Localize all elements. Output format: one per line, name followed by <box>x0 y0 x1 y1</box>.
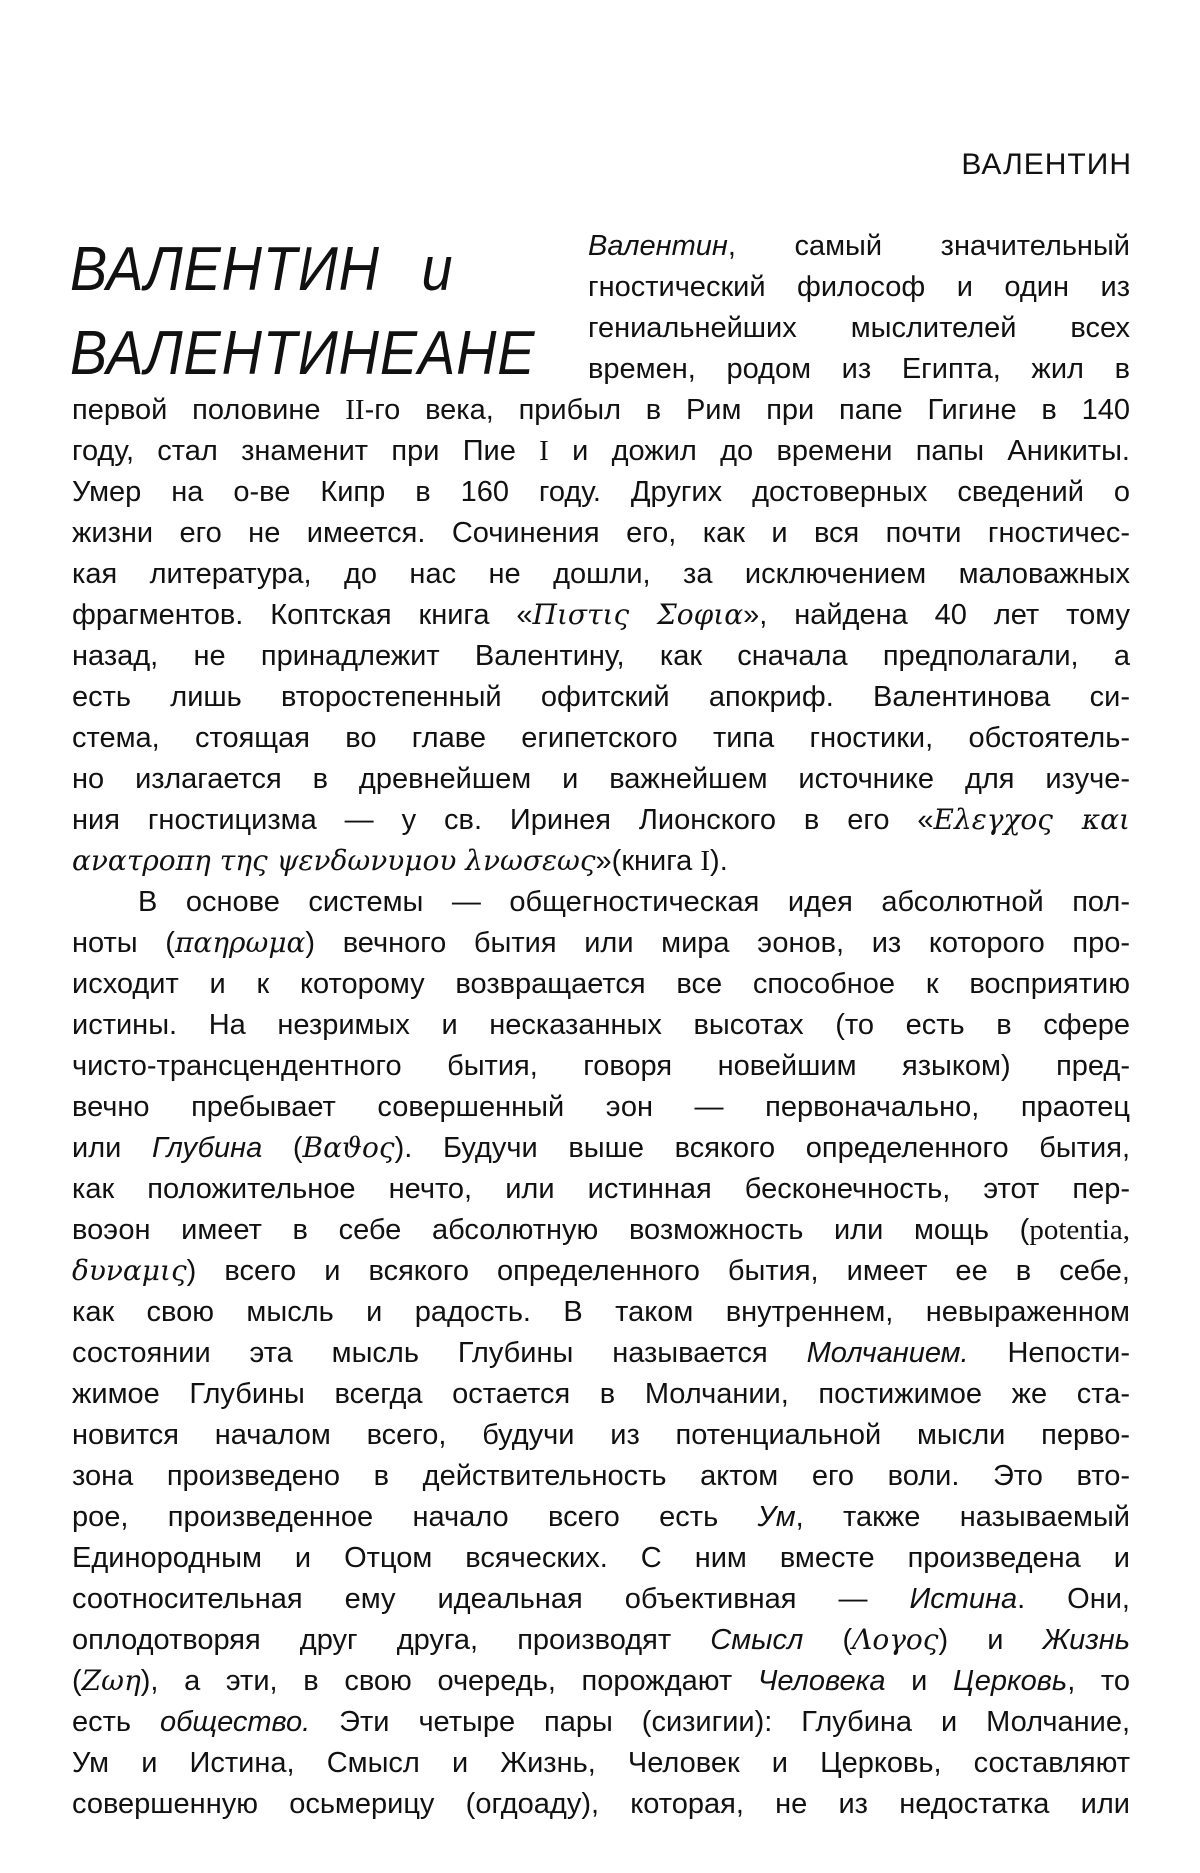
italic-term: Жизнь <box>1042 1624 1130 1656</box>
roman-numeral: I <box>700 845 711 877</box>
text-span: Непости- <box>968 1337 1130 1369</box>
text-span: ноты ( <box>72 927 175 959</box>
greek-term: παηρωμα <box>174 926 306 959</box>
text-span: , то <box>1067 1665 1130 1697</box>
text-line: гностический философ и один из <box>588 271 1130 303</box>
text-line: зона произведено в действительность актом его воли. Это вто- <box>72 1460 1130 1492</box>
roman-numeral: I <box>539 435 549 467</box>
text-span: », найдена 40 лет тому <box>743 599 1130 631</box>
latin-term: potentia, <box>1029 1214 1130 1246</box>
italic-term: Молчанием. <box>806 1337 969 1369</box>
text-span: . Они, <box>1017 1583 1130 1615</box>
text-line <box>72 595 1130 635</box>
text-line: стема, стоящая во главе египетского типа гностики, обстоятель- <box>72 722 1130 754</box>
text-line: Ум и Истина, Смысл и Жизнь, Человек и Церковь, составляют <box>72 1747 1130 1779</box>
article-title <box>70 228 535 396</box>
text-span: соотносительная ему идеальная объективная — <box>72 1583 910 1615</box>
text-span: есть <box>72 1706 160 1738</box>
text-span: или <box>72 1132 152 1164</box>
greek-term: Λογος <box>852 1623 939 1656</box>
text-line <box>72 1210 1130 1250</box>
text-line: как положительное нечто, или истинная бесконечность, этот пер- <box>72 1173 1130 1205</box>
roman-numeral: II <box>345 394 365 426</box>
text-span: -го века, прибыл в Рим при папе Гигине в 140 <box>364 394 1130 426</box>
text-line <box>588 226 1130 266</box>
text-line: В основе системы — общегностическая идея абсолютной пол- <box>138 886 1130 918</box>
text-line <box>72 841 1130 881</box>
text-line <box>72 1579 1130 1619</box>
text-span: ( <box>262 1132 303 1164</box>
title-line-2: ВАЛЕНТИНЕАНЕ <box>70 319 536 388</box>
text-line: жимое Глубины всегда остается в Молчании, постижимое же ста- <box>72 1378 1130 1410</box>
text-line <box>72 1620 1130 1660</box>
text-span: воэон имеет в себе абсолютную возможность или мощь ( <box>72 1214 1030 1246</box>
text-line: Умер на о-ве Кипр в 160 году. Других достоверных сведений о <box>72 476 1130 508</box>
italic-term: Истина <box>909 1583 1018 1615</box>
text-span: ния гностицизма — у св. Иринея Лионского в его « <box>72 804 934 836</box>
text-line: исходит и к которому возвращается все способное к восприятию <box>72 968 1130 1000</box>
title-line-1: ВАЛЕНТИН и <box>70 235 454 304</box>
text-span: »(книга <box>595 845 701 877</box>
italic-term: Смысл <box>710 1624 804 1656</box>
text-span: первой половине <box>72 394 346 426</box>
text-span: ( <box>803 1624 853 1656</box>
italic-term: Человека <box>757 1665 886 1697</box>
text-line <box>72 1128 1130 1168</box>
text-line <box>72 390 1130 430</box>
italic-term: Глубина <box>152 1132 263 1164</box>
text-line: назад, не принадлежит Валентину, как сначала предполагали, а <box>72 640 1130 672</box>
text-line: новится началом всего, будучи из потенциальной мысли перво- <box>72 1419 1130 1451</box>
text-line: чисто-трансцендентного бытия, говоря новейшим языком) пред- <box>72 1050 1130 1082</box>
text-line: кая литература, до нас не дошли, за исключением маловажных <box>72 558 1130 590</box>
text-line: есть лишь второстепенный офитский апокриф. Валентинова си- <box>72 681 1130 713</box>
text-span: оплодотворяя друг друга, производят <box>72 1624 711 1656</box>
text-span: ). Будучи выше всякого определенного бытия, <box>394 1132 1130 1164</box>
text-line <box>72 431 1130 471</box>
text-span: ( <box>72 1665 82 1697</box>
greek-term: ανατροπη της ψενδωνυμου λνωσεως <box>72 844 596 877</box>
text-span: , также называемый <box>795 1501 1130 1533</box>
text-line <box>72 923 1130 963</box>
greek-term: δυναμις <box>72 1254 187 1287</box>
text-line <box>72 1497 1130 1537</box>
italic-term: Ум <box>757 1501 796 1533</box>
text-line: совершенную осьмерицу (огдоаду), которая, не из недостатка или <box>72 1788 1130 1820</box>
text-line <box>72 1702 1130 1742</box>
text-span: , самый значительный <box>727 230 1130 262</box>
italic-term: Церковь <box>953 1665 1068 1697</box>
text-line: истины. На незримых и несказанных высотах (то есть в сфере <box>72 1009 1130 1041</box>
text-line <box>72 1661 1130 1701</box>
text-span: ), а эти, в свою очередь, порождают <box>140 1665 758 1697</box>
text-line: как свою мысль и радость. В таком внутреннем, невыраженном <box>72 1296 1130 1328</box>
text-span: Эти четыре пары (сизигии): Глубина и Молчание, <box>310 1706 1131 1738</box>
italic-name: Валентин <box>588 230 728 262</box>
text-line: жизни его не имеется. Сочинения его, как и вся почти гностичес- <box>72 517 1130 549</box>
italic-term: общество. <box>159 1706 311 1738</box>
text-span: состоянии эта мысль Глубины называется <box>72 1337 807 1369</box>
text-line: вечно пребывает совершенный эон — первоначально, праотец <box>72 1091 1130 1123</box>
greek-term: Βαϑος <box>302 1131 395 1164</box>
text-span: ) и <box>938 1624 1043 1656</box>
text-line: Единородным и Отцом всяческих. С ним вместе произведена и <box>72 1542 1130 1574</box>
text-line <box>72 1251 1130 1291</box>
greek-term: Πιστις Σοφια <box>532 598 744 631</box>
text-span: году, стал знаменит при Пие <box>72 435 540 467</box>
text-span: и <box>885 1665 953 1697</box>
text-line: но излагается в древнейшем и важнейшем источнике для изуче- <box>72 763 1130 795</box>
text-line <box>72 1333 1130 1373</box>
text-line: гениальнейших мыслителей всех <box>588 312 1130 344</box>
text-span: ). <box>710 845 728 877</box>
text-span: фрагментов. Коптская книга « <box>72 599 533 631</box>
running-head: ВАЛЕНТИН <box>961 148 1132 181</box>
text-line <box>72 800 1130 840</box>
text-span: рое, произведенное начало всего есть <box>72 1501 758 1533</box>
text-span: ) вечного бытия или мира эонов, из которого про- <box>305 927 1130 959</box>
text-span: и дожил до времени папы Аникиты. <box>548 435 1130 467</box>
greek-term: Ελεγχος και <box>933 803 1130 836</box>
text-span: ) всего и всякого определенного бытия, имеет ее в себе, <box>186 1255 1130 1287</box>
text-line: времен, родом из Египта, жил в <box>588 353 1130 385</box>
greek-term: Ζωη <box>81 1664 141 1697</box>
